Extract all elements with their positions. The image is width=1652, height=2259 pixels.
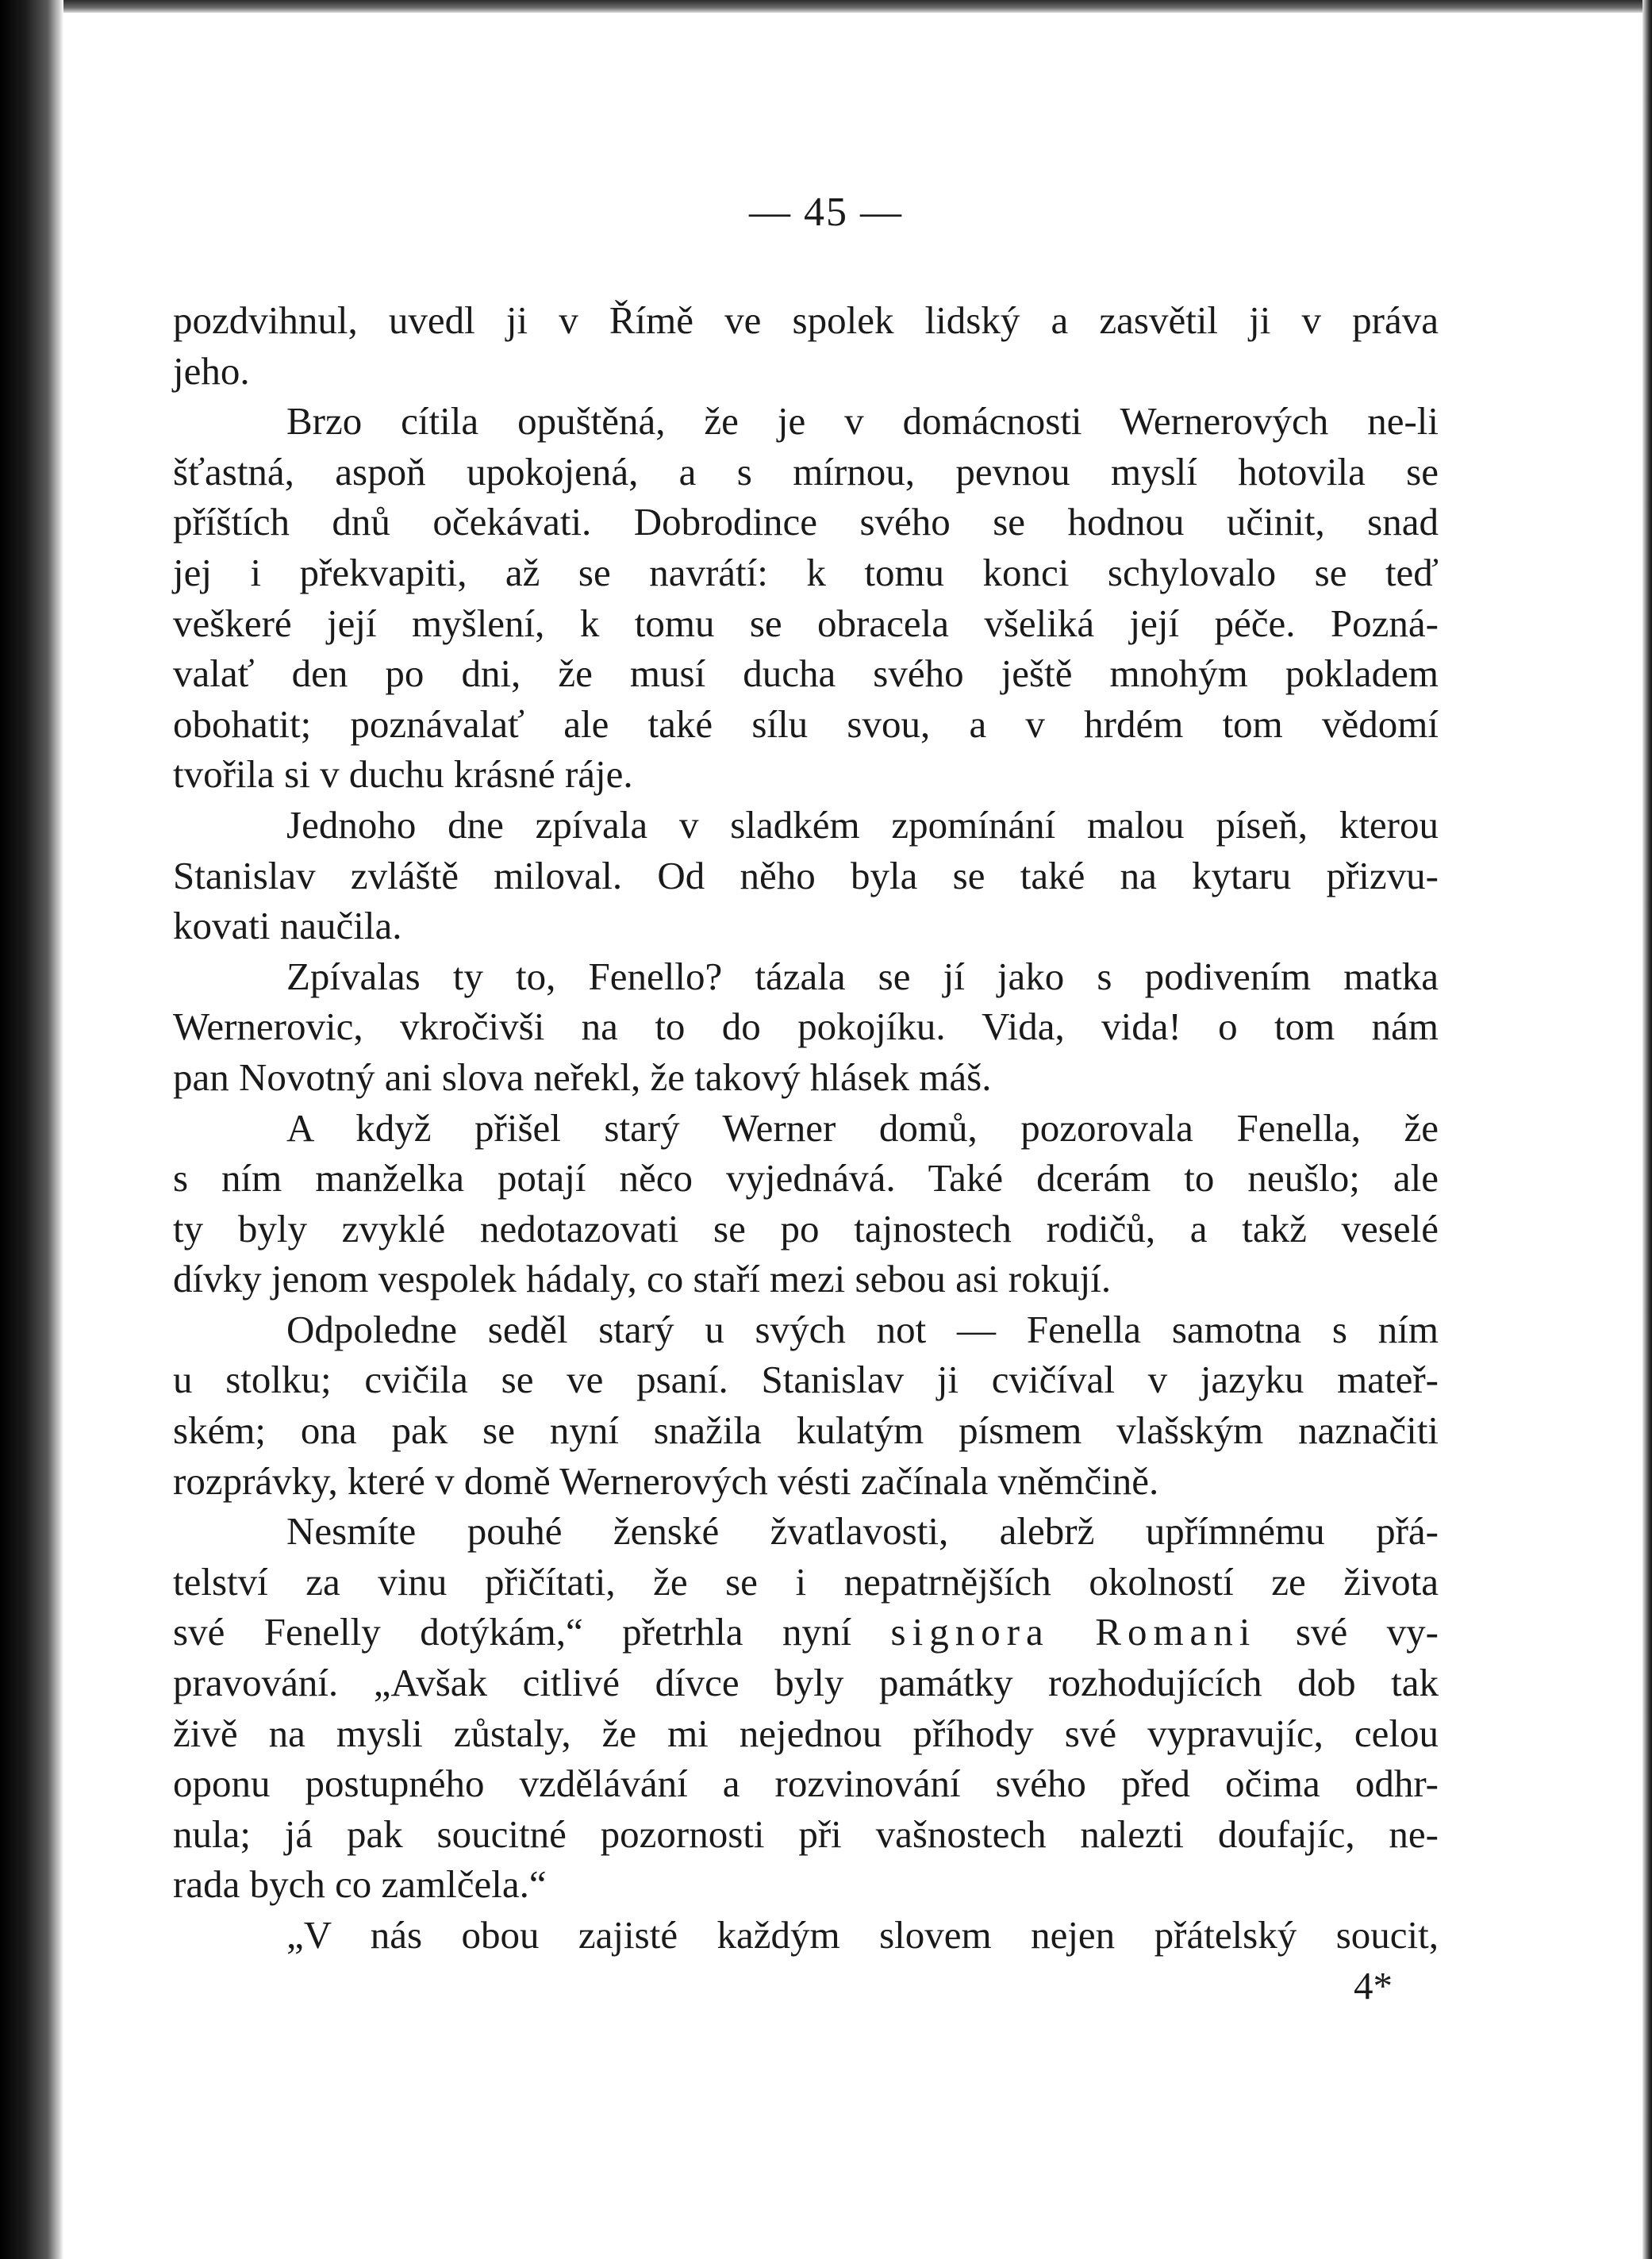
text-line: pozdvihnul, uvedl ji v Římě ve spolek lidský a zasvětil ji v práva bbox=[173, 298, 1439, 342]
text-line: valať den po dni, že musí ducha svého ještě mnohým pokladem bbox=[173, 651, 1439, 696]
scan-border-top bbox=[0, 0, 1652, 13]
text-line: pan Novotný ani slova neřekl, že takový hlásek máš. bbox=[173, 1055, 992, 1099]
text-line: jeho. bbox=[173, 348, 250, 393]
text-line: Zpívalas ty to, Fenello? tázala se jí jako s podivením matka bbox=[286, 954, 1439, 998]
text-line: telství za vinu přičítati, že se i nepatrnějších okolností ze života bbox=[173, 1559, 1439, 1604]
text-line: Nesmíte pouhé ženské žvatlavosti, alebrž upřímnému přá- bbox=[286, 1509, 1439, 1554]
text-fragment: své Fenelly dotýkám,“ přetrhla nyní bbox=[173, 1610, 891, 1654]
speaker-name: signora Romani bbox=[890, 1610, 1257, 1654]
text-line: Brzo cítila opuštěná, že je v domácnosti Wernerových ne-li bbox=[286, 399, 1439, 444]
text-line: šťastná, aspoň upokojená, a s mírnou, pevnou myslí hotovila se bbox=[173, 449, 1439, 494]
text-line: u stolku; cvičila se ve psaní. Stanislav ji cvičíval v jazyku mateř- bbox=[173, 1358, 1439, 1402]
text-line: obohatit; poznávalať ale také sílu svou, a v hrdém tom vědomí bbox=[173, 701, 1439, 746]
text-line: Stanislav zvláště miloval. Od něho byla se také na kytaru přizvu- bbox=[173, 853, 1439, 897]
text-line: A když přišel starý Werner domů, pozorovala Fenella, že bbox=[286, 1105, 1439, 1150]
body-text bbox=[173, 295, 1439, 2011]
text-line: dívky jenom vespolek hádaly, co staří mezi sebou asi rokují. bbox=[173, 1257, 1112, 1301]
text-line: příštích dnů očekávati. Dobrodince svého se hodnou učinit, snad bbox=[173, 500, 1439, 544]
text-line: ty byly zvyklé nedotazovati se po tajnostech rodičů, a takž veselé bbox=[173, 1206, 1439, 1251]
scan-border-right bbox=[1642, 0, 1652, 2259]
text-line: tvořila si v duchu krásné ráje. bbox=[173, 752, 633, 797]
scan-border-left bbox=[0, 0, 63, 2259]
text-line: živě na mysli zůstaly, že mi nejednou příhody své vypravujíc, celou bbox=[173, 1711, 1439, 1755]
text-line: rada bych co zamlčela.“ bbox=[173, 1862, 547, 1907]
signature-mark: 4* bbox=[1354, 1963, 1393, 2007]
text-fragment: své vy- bbox=[1256, 1610, 1439, 1654]
text-line: kovati naučila. bbox=[173, 904, 402, 948]
text-line: oponu postupného vzdělávání a rozvinování svého před očima odhr- bbox=[173, 1761, 1439, 1806]
text-line: pravování. „Avšak citlivé dívce byly památky rozhodujících dob tak bbox=[173, 1661, 1439, 1705]
text-line bbox=[173, 1607, 1439, 1658]
text-line: rozprávky, které v domě Wernerových vésti začínala vněmčině. bbox=[173, 1458, 1159, 1503]
text-line: „V nás obou zajisté každým slovem nejen přátelský soucit, bbox=[286, 1913, 1439, 1957]
text-line: veškeré její myšlení, k tomu se obracela všeliká její péče. Pozná- bbox=[173, 601, 1439, 645]
text-line: jej i překvapiti, až se navrátí: k tomu konci schylovalo se teď bbox=[173, 550, 1439, 594]
text-line: Jednoho dne zpívala v sladkém zpomínání malou píseň, kterou bbox=[286, 802, 1439, 847]
text-line: Odpoledne seděl starý u svých not — Fenella samotna s ním bbox=[286, 1307, 1439, 1351]
page-number: — 45 — bbox=[749, 190, 903, 235]
text-line: nula; já pak soucitné pozornosti při vašnostech nalezti doufajíc, ne- bbox=[173, 1811, 1439, 1856]
text-line: ském; ona pak se nyní snažila kulatým písmem vlašským naznačiti bbox=[173, 1408, 1439, 1453]
text-line: s ním manželka potají něco vyjednává. Také dcerám to neušlo; ale bbox=[173, 1156, 1439, 1201]
text-line: Wernerovic, vkročivši na to do pokojíku. Vida, vida! o tom nám bbox=[173, 1005, 1439, 1049]
